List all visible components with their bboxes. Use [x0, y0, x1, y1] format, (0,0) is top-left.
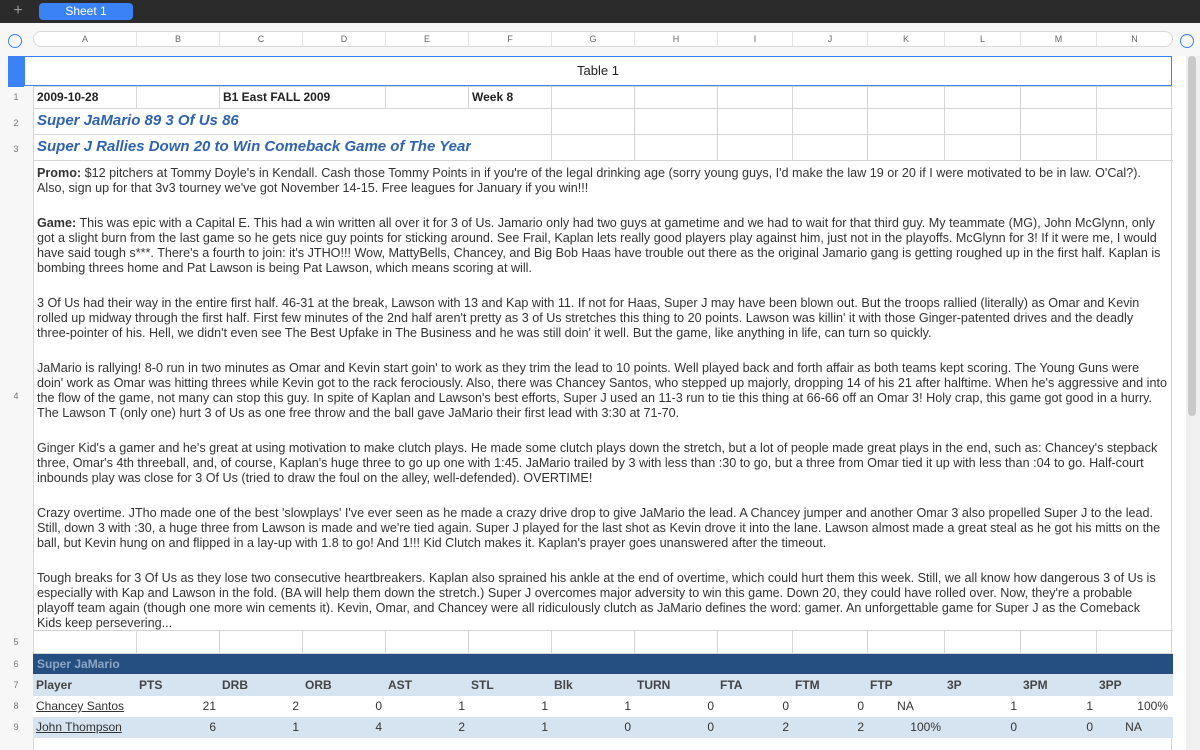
stat-header-3pm[interactable]: 3PM	[1023, 678, 1048, 692]
story-paragraph-5: Ginger Kid's a gamer and he's great at using motivation to make clutch plays. He made some clutch plays down the stretch, but a lot of people made great plays in the end, such as: Chancey's stepback three, Omar's 4th threeball, and, of course, Kaplan's huge three to go up one with 1:45. JaMario trailed by 3 with less than :30 to go, but a three from Omar tied it up with less than :04 to go. Half-court inbounds play was close for 3 Of Us (tried to draw the foul on the alley, well-defended). OVERTIME!	[37, 441, 1158, 485]
stat-cell[interactable]: 0	[782, 699, 789, 713]
stat-header-drb[interactable]: DRB	[222, 678, 248, 692]
stat-cell[interactable]: 0	[375, 699, 382, 713]
stat-header-orb[interactable]: ORB	[305, 678, 332, 692]
column-header-e[interactable]: E	[386, 32, 469, 46]
row-number-5[interactable]: 5	[13, 637, 19, 647]
vertical-scrollbar[interactable]	[1186, 56, 1200, 750]
add-sheet-button[interactable]: +	[13, 2, 23, 19]
scrollbar-thumb[interactable]	[1188, 56, 1196, 416]
stat-cell[interactable]: 0	[624, 720, 631, 734]
story-paragraph-6: Crazy overtime. JTho made one of the best 'slowplays' I've ever seen as he made a crazy drive drop to give JaMario the lead. A Chancey jumper and another Omar 3 also propelled Super J to the lead. Still, down 3 with :30, a huge three from Lawson is made and we're tied again. Super J played for the last shot as Kevin drove it into the lane. Lawson almost made a great steal as he got his mitts on the ball, but Kevin hung on and flipped in a lay-up with 1.8 to go! And 1!!! Kid Clutch makes it. Kaplan's prayer goes unanswered after the timeout.	[37, 506, 1161, 550]
stat-header-player[interactable]: Player	[36, 678, 73, 692]
table-title: Table 1	[577, 63, 619, 78]
story-promo	[37, 166, 1167, 196]
column-header-h[interactable]: H	[635, 32, 718, 46]
table-selection-handle[interactable]	[8, 56, 24, 87]
stat-cell[interactable]: 1	[541, 720, 548, 734]
stat-header-3p[interactable]: 3P	[947, 678, 962, 692]
column-header-m[interactable]: M	[1021, 32, 1097, 46]
column-header-f[interactable]: F	[469, 32, 552, 46]
story-paragraph-4: JaMario is rallying! 8-0 run in two minutes as Omar and Kevin start goin' to work as they trim the lead to 10 points. Well played back and forth affair as both teams kept scoring. The Young Guns were doin' work as Omar was hitting threes while Kevin got to the rack ferociously. Also, there was Chancey Santos, who stepped up majorly, dropping 14 of his 21 after halftime. When he's aggressive and into the flow of the game, not many can stop this guy. In spite of Kaplan and Lawson's best efforts, Super J used an 11-3 run to tie this thing at 66-66 off an Omar 3! Holy crap, this game got good in a hurry. The Lawson T (only one) hurt 3 of Us as one free throw and the ball gave JaMario their first lead with 3:30 at 71-70.	[37, 361, 1167, 420]
cell-league[interactable]: B1 East FALL 2009	[223, 90, 331, 104]
story-promo-label: Promo:	[37, 166, 82, 180]
stat-cell[interactable]: 1	[292, 720, 299, 734]
column-header-j[interactable]: J	[793, 32, 868, 46]
stat-cell[interactable]: 1	[1086, 699, 1093, 713]
story-game-text: This was epic with a Capital E. This had a win written all over it for 3 of Us. Jamario only had two guys at gametime and we had to wait for that third guy. My teammate (MG), John McGlynn, only got a slight burn from the last game so he gets nice guy points for sticking around. See Frail, Kaplan lets really good players play against him, just not in the playoffs. McGlynn for 3! If it were me, I would have said tough s***. There's a fourth to join: it's JTHO!!! Wow, MattyBells, Chancey, and Big Bob Haas have trouble out there as the original Jamario gang is getting roughed up in the first half. Kaplan is bombing threes home and Pat Lawson is being Pat Lawson, which means scoring at will.	[37, 216, 1161, 275]
top-bar	[0, 0, 1200, 23]
stat-header-stl[interactable]: STL	[471, 678, 494, 692]
story-game-label: Game:	[37, 216, 77, 230]
stat-cell[interactable]: 21	[202, 699, 216, 713]
team-header-bar[interactable]	[33, 654, 1173, 674]
stat-header-3pp[interactable]: 3PP	[1099, 678, 1122, 692]
row-number-8[interactable]: 8	[13, 701, 19, 711]
stat-cell[interactable]: 1	[458, 699, 465, 713]
stat-cell[interactable]: 1	[1010, 699, 1017, 713]
table-title-box[interactable]	[24, 56, 1172, 86]
column-header-g[interactable]: G	[552, 32, 635, 46]
column-header-a[interactable]: A	[34, 32, 137, 46]
cell-week[interactable]: Week 8	[472, 90, 514, 104]
stat-header-ast[interactable]: AST	[388, 678, 412, 692]
row-number-1[interactable]: 1	[13, 92, 19, 102]
row-number-3[interactable]: 3	[13, 144, 19, 154]
player-link[interactable]: John Thompson	[36, 720, 122, 734]
stat-cell[interactable]: 100%	[1137, 699, 1168, 713]
add-column-circle[interactable]	[1180, 34, 1194, 48]
stat-header-ftm[interactable]: FTM	[795, 678, 820, 692]
player-name-cell[interactable]	[33, 696, 136, 717]
stat-header-blk[interactable]: Blk	[554, 678, 573, 692]
cell-headline[interactable]: Super J Rallies Down 20 to Win Comeback Game of The Year	[37, 138, 472, 155]
stat-cell[interactable]: 1	[624, 699, 631, 713]
team-name: Super JaMario	[37, 657, 120, 671]
stat-cell[interactable]: 2	[857, 720, 864, 734]
stat-cell[interactable]: 1	[541, 699, 548, 713]
stat-cell[interactable]: NA	[1125, 720, 1142, 734]
stat-cell[interactable]: 2	[292, 699, 299, 713]
select-all-circle[interactable]	[8, 34, 22, 48]
row-number-6[interactable]: 6	[13, 659, 19, 669]
stat-cell[interactable]: 6	[209, 720, 216, 734]
column-header-b[interactable]: B	[137, 32, 220, 46]
column-header-d[interactable]: D	[303, 32, 386, 46]
column-header-row	[0, 23, 1200, 56]
stat-cell[interactable]: NA	[897, 699, 914, 713]
column-headers	[33, 31, 1173, 47]
stat-cell[interactable]: 0	[707, 720, 714, 734]
cell-date[interactable]: 2009-10-28	[37, 90, 99, 104]
cell-story[interactable]	[37, 166, 1167, 631]
stat-cell[interactable]: 4	[375, 720, 382, 734]
row-number-7[interactable]: 7	[13, 680, 19, 690]
stat-header-fta[interactable]: FTA	[720, 678, 743, 692]
stat-cell[interactable]: 2	[782, 720, 789, 734]
table-row	[33, 696, 1173, 717]
cell-score-line[interactable]: Super JaMario 89 3 Of Us 86	[37, 112, 239, 129]
stat-cell[interactable]: 0	[707, 699, 714, 713]
column-header-l[interactable]: L	[945, 32, 1021, 46]
stat-cell[interactable]: 100%	[910, 720, 941, 734]
stat-header-pts[interactable]: PTS	[139, 678, 163, 692]
stat-header-ftp[interactable]: FTP	[870, 678, 893, 692]
story-promo-text: $12 pitchers at Tommy Doyle's in Kendall. Cash those Tommy Points in if you're of the legal drinking age (sorry young guys, I'd make the law 19 or 20 if I were motivated to be in law. O'Cal?). Also, sign up for that 3v3 tourney we've got November 14-15. Free leagues for January if you win!!!	[37, 166, 1141, 195]
table-row	[33, 717, 1173, 738]
player-name-cell[interactable]	[33, 717, 136, 738]
story-paragraph-7: Tough breaks for 3 Of Us as they lose two consecutive heartbreakers. Kaplan also sprained his ankle at the end of overtime, which could hurt them this week. Still, we all know how dangerous 3 of Us is especially with Kap and Lawson in the fold. (BA will help them down the stretch.) Super J overcomes major adversity to win this game. Down 20, they could have rolled over. Now, they're a probable playoff team again (though one more win cements it). Kevin, Omar, and Chancey were all ridiculously clutch as JaMario defines the word: gamer. An unforgettable game for Super J as the Comeback Kids keep persevering...	[37, 571, 1156, 630]
row-number-2[interactable]: 2	[13, 118, 19, 128]
player-link[interactable]: Chancey Santos	[36, 699, 125, 713]
spreadsheet-grid	[33, 86, 1173, 750]
story-paragraph-3: 3 Of Us had their way in the entire first half. 46-31 at the break, Lawson with 13 and Kap with 11. If not for Haas, Super J may have been blown out. But the troops rallied (literally) as Omar and Kevin rolled up midway through the first half. First few minutes of the 2nd half aren't pretty as 3 of Us stretches this thing to 20 points. Lawson was killin' it with those Ginger-patented drives and the deadly three-pointer of his. Hell, we didn't even see The Best Upfake in The Business and he was still doin' it well. But the game, like anything in life, can turn so quickly.	[37, 296, 1140, 340]
row-number-9[interactable]: 9	[13, 722, 19, 732]
stat-cell[interactable]: 0	[1086, 720, 1093, 734]
column-header-n[interactable]: N	[1131, 34, 1138, 44]
column-header-k[interactable]: K	[868, 32, 945, 46]
stat-header-turn[interactable]: TURN	[637, 678, 671, 692]
row-number-4[interactable]: 4	[13, 391, 19, 401]
stat-cell[interactable]: 0	[857, 699, 864, 713]
stats-header-row	[33, 674, 1173, 696]
stat-cell[interactable]: 0	[1010, 720, 1017, 734]
story-game	[37, 216, 1167, 276]
column-header-c[interactable]: C	[220, 32, 303, 46]
sheet-tab[interactable]: Sheet 1	[39, 3, 133, 20]
stat-cell[interactable]: 2	[458, 720, 465, 734]
column-header-i[interactable]: I	[718, 32, 793, 46]
